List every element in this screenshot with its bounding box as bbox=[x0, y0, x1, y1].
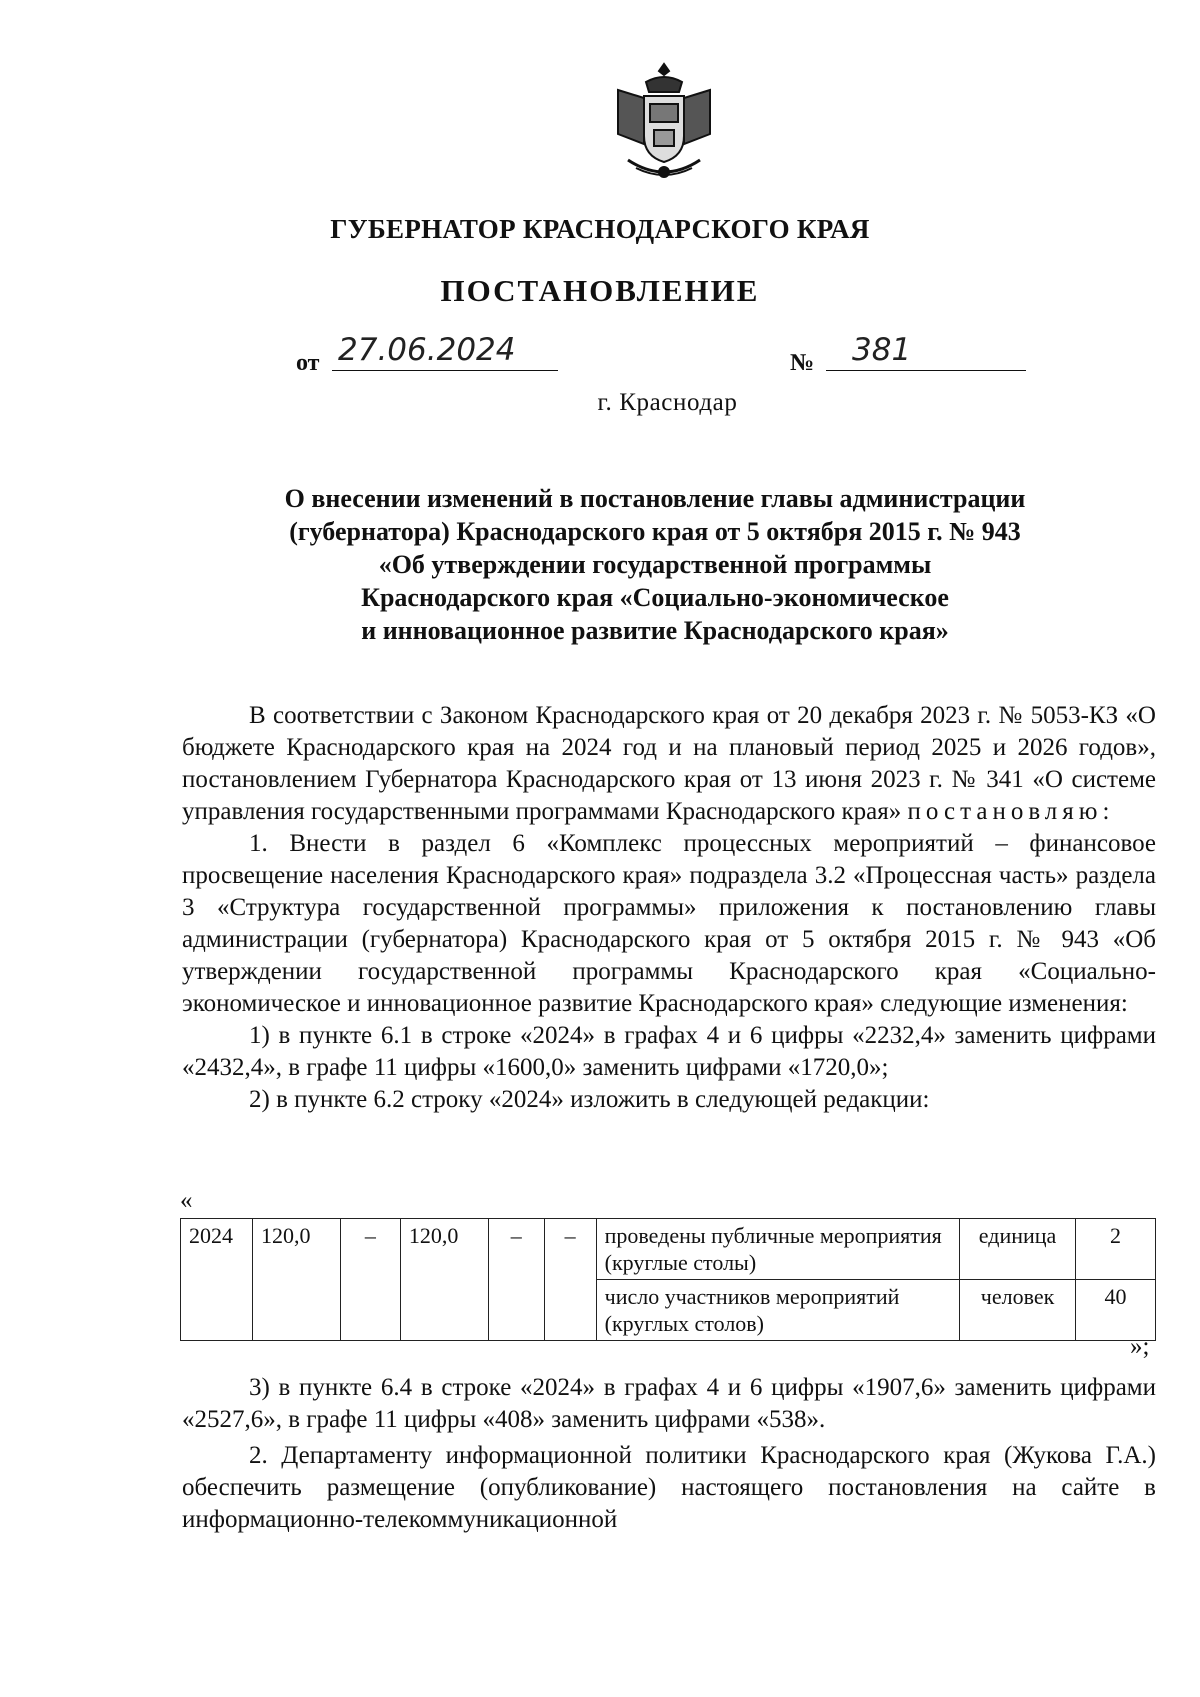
table-cell-indicator: число участников мероприятий (круглых столов) bbox=[596, 1280, 959, 1341]
document-title bbox=[180, 482, 1130, 647]
date-label: от bbox=[296, 350, 320, 376]
table-close-quote: »; bbox=[1130, 1333, 1150, 1360]
table-open-quote: « bbox=[180, 1187, 193, 1214]
preamble-text: В соответствии с Законом Краснодарского края от 20 декабря 2023 г. № 5053-КЗ «О бюджете Краснодарского края на 2024 год и на плановый период 2025 и 2026 годов», постановлением Губернатора Краснодарского края от 13 июня 2023 г. № 341 «О системе управления государственными программами Краснодарского края» bbox=[182, 702, 1156, 825]
table-cell-value: 2 bbox=[1076, 1219, 1156, 1280]
table-cell-col3: – bbox=[340, 1219, 400, 1341]
title-line: Краснодарского края «Социально-экономическое bbox=[361, 583, 949, 612]
table-cell-value: 40 bbox=[1076, 1280, 1156, 1341]
subitem-1: 1) в пункте 6.1 в строке «2024» в графах 4 и 6 цифры «2232,4» заменить цифрами «2432,4», в графе 11 цифры «1600,0» заменить цифрами «1720,0»; bbox=[182, 1022, 1156, 1081]
handwritten-number: 381 bbox=[826, 330, 1026, 371]
amendment-table bbox=[180, 1218, 1156, 1341]
subitem-2: 2) в пункте 6.2 строку «2024» изложить в следующей редакции: bbox=[249, 1086, 930, 1113]
table-cell-col2: 120,0 bbox=[252, 1219, 340, 1341]
item-2: 2. Департаменту информационной политики Краснодарского края (Жукова Г.А.) обеспечить размещение (опубликование) настоящего постановления на сайте в информационно-телекоммуникационной bbox=[182, 1442, 1156, 1533]
table-cell-col4: 120,0 bbox=[400, 1219, 488, 1341]
handwritten-date: 27.06.2024 bbox=[332, 330, 558, 371]
issuing-authority: ГУБЕРНАТОР КРАСНОДАРСКОГО КРАЯ bbox=[330, 214, 870, 244]
main-text-continued bbox=[182, 1372, 1156, 1536]
table-cell-unit: единица bbox=[960, 1219, 1076, 1280]
table-cell-indicator: проведены публичные мероприятия (круглые столы) bbox=[596, 1219, 959, 1280]
table-cell-col6: – bbox=[544, 1219, 596, 1341]
resolve-word: постановляю: bbox=[907, 798, 1115, 825]
number-label: № bbox=[790, 350, 815, 376]
subitem-3: 3) в пункте 6.4 в строке «2024» в графах 4 и 6 цифры «1907,6» заменить цифрами «2527,6», в графе 11 цифры «408» заменить цифрами «538». bbox=[182, 1374, 1156, 1433]
item-1: 1. Внести в раздел 6 «Комплекс процессных мероприятий – финансовое просвещение населения Краснодарского края» подраздела 3.2 «Процессная часть» раздела 3 «Структура государственной программы» приложения к постановлению главы администрации (губернатора) Краснодарского края от 5 октября 2015 г. № 943 «Об утверждении государственной программы Краснодарского края «Социально-экономическое и инновационное развитие Краснодарского края» следующие изменения: bbox=[182, 830, 1156, 1017]
preamble-paragraph bbox=[182, 700, 1156, 828]
title-line: О внесении изменений в постановление главы администрации bbox=[284, 484, 1026, 513]
city: г. Краснодар bbox=[597, 389, 738, 416]
table-cell-year: 2024 bbox=[181, 1219, 253, 1341]
title-line: и инновационное развитие Краснодарского края» bbox=[361, 616, 949, 645]
main-text bbox=[182, 700, 1156, 1116]
title-line: (губернатора) Краснодарского края от 5 октября 2015 г. № 943 bbox=[289, 517, 1021, 546]
table-cell-col5: – bbox=[488, 1219, 544, 1341]
table-cell-unit: человек bbox=[960, 1280, 1076, 1341]
title-line: «Об утверждении государственной программы bbox=[378, 550, 932, 579]
document-type: ПОСТАНОВЛЕНИЕ bbox=[440, 273, 760, 308]
coat-of-arms-emblem bbox=[608, 60, 720, 188]
table-row bbox=[181, 1219, 1156, 1280]
